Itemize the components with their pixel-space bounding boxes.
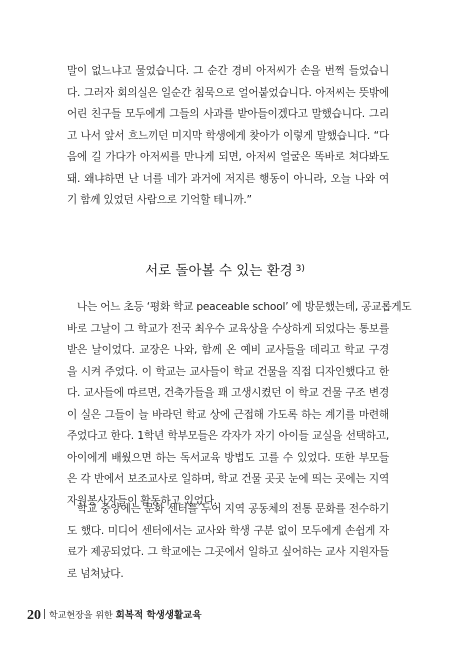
text-line: 학교 중앙에는 문화 센터를 두어 지역 공동체의 전통 문화를 전수하기: [77, 503, 389, 515]
text-line: 다. 그러자 회의실은 일순간 침묵으로 얼어붙었습니다. 아저씨는 뜻밖에: [67, 86, 389, 99]
paragraph: [67, 499, 389, 585]
text-line: 받은 날이었다. 교장은 나와, 함께 온 예비 교사들을 데리고 학교 구경: [67, 344, 389, 356]
text-line: 자원봉사자들이 활동하고 있었다.: [67, 494, 217, 507]
text-line: 다. 교사들에 따르면, 건축가들을 꽤 고생시켰던 이 학교 건물 구조 변경: [67, 387, 389, 399]
book-title: 회복적 학생생활교육: [115, 610, 202, 621]
text-line: 아이에게 배웠으면 하는 독서교육 방법도 고를 수 있었다. 또한 부모들: [67, 451, 389, 464]
page-footer: [27, 607, 202, 624]
text-line: 바로 그날이 그 학교가 전국 최우수 교육상을 수상하게 되었다는 통보를: [67, 322, 389, 335]
footer-divider: [44, 609, 45, 619]
text-line: 나는 어느 초등 ‘평화 학교 peaceable school’ 에 방문했는데, 공교롭게도: [77, 301, 412, 313]
section-heading-text: 서로 돌아볼 수 있는 환경: [145, 263, 293, 279]
book-title-prefix: 학교현장을 위한: [49, 611, 113, 621]
text-line: 을 시켜 주었다. 이 학교는 교사들이 학교 건물을 직접 디자인했다고 한: [67, 365, 389, 378]
text-line: 주었다고 한다. 1학년 학부모들은 각자가 자기 아이들 교실을 선택하고,: [67, 430, 389, 442]
text-line: 기 함께 있었던 사람으로 기억할 테니까.”: [67, 194, 252, 206]
text-line: 이 실은 그들이 늘 바라던 학교 상에 근접해 가도록 하는 계기를 마련해: [67, 408, 389, 421]
text-line: 음에 길 가다가 아저씨를 만나게 되면, 아저씨 얼굴은 똑바로 쳐다봐도: [67, 151, 389, 163]
text-line: 돼. 왜냐하면 난 너를 네가 과거에 저지른 행동이 아니라, 오늘 나와 여: [67, 172, 389, 185]
footnote-marker: 3): [295, 264, 305, 274]
page-number: 20: [27, 608, 41, 623]
paragraph: [67, 297, 412, 512]
text-line: 료가 제공되었다. 그 학교에는 그곳에서 일하고 싶어하는 교사 지원자들: [67, 546, 389, 558]
text-line: 말이 없느냐고 물었습니다. 그 순간 경비 아저씨가 손을 번쩍 들었습니: [67, 65, 389, 77]
text-line: 어린 친구들 모두에게 그들의 사과를 받아들이겠다고 말했습니다. 그리: [67, 108, 389, 120]
text-line: 로 넘쳐났다.: [67, 567, 124, 580]
section-heading: [0, 259, 450, 279]
text-line: 은 각 반에서 보조교사로 일하며, 학교 건물 곳곳 눈에 띄는 곳에는 지역: [67, 473, 389, 485]
text-line: 고 나서 앞서 흐느끼던 미지막 학생에게 찾아가 이렇게 말했습니다. “다: [67, 129, 389, 142]
paragraph-continued: [67, 61, 389, 212]
text-line: 도 했다. 미디어 센터에서는 교사와 학생 구분 없이 모두에게 손쉽게 자: [67, 524, 389, 537]
